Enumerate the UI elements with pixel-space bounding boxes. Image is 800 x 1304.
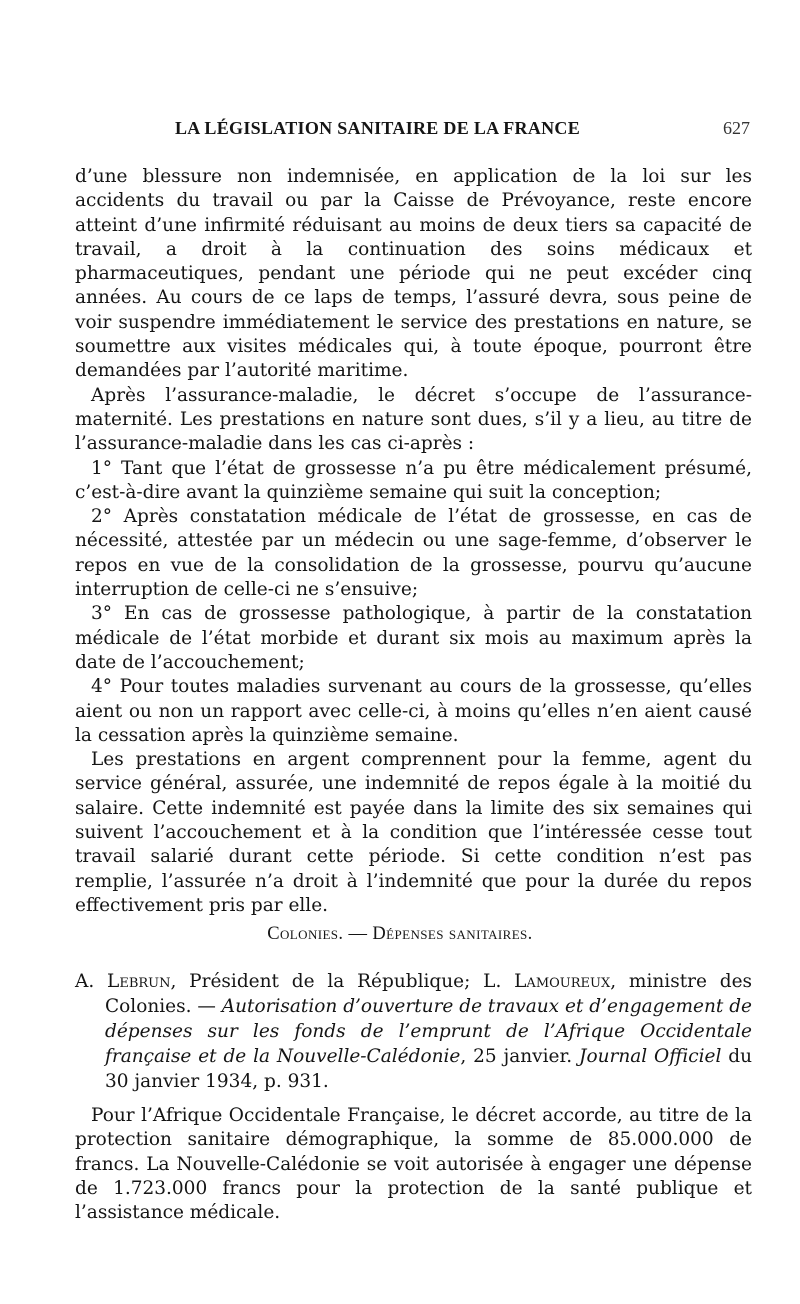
closing-text-block <box>75 1104 752 1225</box>
running-title: LA LÉGISLATION SANITAIRE DE LA FRANCE <box>175 118 581 138</box>
citation-journal: Journal Officiel <box>579 1046 722 1067</box>
citation-decree-title: Autorisation d’ouverture de travaux et d’engagement de dépenses sur les fonds de l’emprunt de l’Afrique Occidentale française et de la Nouvelle-Calédonie <box>105 996 752 1067</box>
list-item-2: 2° Après constatation médicale de l’état de grossesse, en cas de nécessité, attestée par un médecin ou une sage-femme, d’observer le repos en vue de la consolidation de la grossesse, pourvu qu’aucune interruption de celle-ci ne s’ensuive; <box>75 506 752 601</box>
page-number: 627 <box>723 118 750 138</box>
decree-citation <box>75 969 752 1094</box>
paragraph-colonies-funds: Pour l’Afrique Occidentale Française, le décret accorde, au titre de la protection sanitaire démographique, la somme de 85.000.000 de francs. La Nouvelle-Calédonie se voit autorisée à engager une dépense de 1.723.000 francs pour la protection de la santé publique et l’assistance médicale. <box>75 1105 752 1224</box>
list-item-3: 3° En cas de grossesse pathologique, à partir de la constatation médicale de l’état morbide et durant six mois au maximum après la date de l’accouchement; <box>75 603 752 673</box>
paragraph-cash-benefits: Les prestations en argent comprennent pour la femme, agent du service général, assurée, une indemnité de repos égale à la moitié du salaire. Cette indemnité est payée dans la limite des six semaines qui suivent l’accouchement et à la condition que l’intéressée cesse tout travail salarié durant cette période. Si cette condition n’est pas remplie, l’assurée n’a droit à l’indemnité que pour la durée du repos effectivement pris par elle. <box>75 749 752 916</box>
main-text-block <box>75 165 752 918</box>
citation-author-1: A. Lebrun <box>75 971 171 992</box>
paragraph-maternity: Après l’assurance-maladie, le décret s’occupe de l’assurance-maternité. Les prestations en nature sont dues, s’il y a lieu, au titre de l’assurance-maladie dans les cas ci-après : <box>75 384 752 455</box>
citation-text-4: du 30 janvier 1934, p. 931. <box>105 1046 752 1092</box>
list-item-4: 4° Pour toutes maladies survenant au cours de la grossesse, qu’elles aient ou non un rapport avec celle-ci, à moins qu’elles n’en aient causé la cessation après la quinzième semaine. <box>75 676 752 746</box>
citation-text-3: , 25 janvier. <box>460 1046 580 1067</box>
section-heading <box>0 924 800 945</box>
page-header <box>75 118 750 148</box>
list-item-1: 1° Tant que l’état de grossesse n’a pu être médicalement présumé, c’est-à-dire avant la quinzième semaine qui suit la conception; <box>75 457 752 503</box>
section-title-dash: — <box>343 924 373 944</box>
section-title-part2: Dépenses sanitaires. <box>372 924 533 944</box>
citation-text-2: , ministre des Colonies. — <box>105 971 753 1017</box>
section-title-part1: Colonies. <box>267 924 344 944</box>
citation-author-2: Lamoureux <box>514 971 611 992</box>
citation-text-1: , Président de la République; L. <box>170 971 515 992</box>
paragraph-continuation: d’une blessure non indemnisée, en application de la loi sur les accidents du travail ou par la Caisse de Prévoyance, reste encore atteint d’une infirmité réduisant au moins de deux tiers sa capacité de travail, a droit à la continuation des soins médicaux et pharmaceutiques, pendant une période qui ne peut excéder cinq années. Au cours de ce laps de temps, l’assuré devra, sous peine de voir suspendre immédiatement le service des prestations en nature, se soumettre aux visites médicales qui, à toute époque, pourront être demandées par l’autorité maritime. <box>75 166 752 382</box>
